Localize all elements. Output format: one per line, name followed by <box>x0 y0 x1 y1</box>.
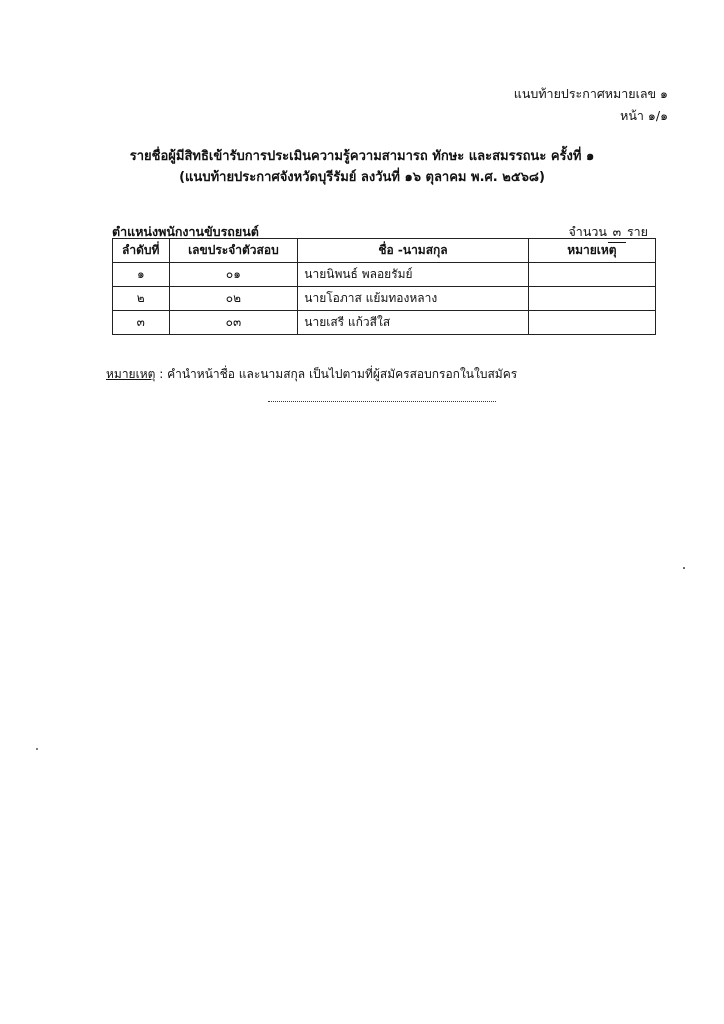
remark-label: หมายเหตุ <box>106 367 156 381</box>
count-suffix: ราย <box>626 224 648 239</box>
table-header-row <box>113 239 656 263</box>
column-header-name: ชื่อ -นามสกุล <box>298 239 529 263</box>
column-header-exam-id: เลขประจำตัวสอบ <box>169 239 298 263</box>
cell-note <box>528 287 655 311</box>
page-number: หน้า ๑/๑ <box>620 108 668 123</box>
cell-seq: ๓ <box>113 311 170 335</box>
document-subtitle: (แนบท้ายประกาศจังหวัดบุรีรัมย์ ลงวันที่ ๑๖ ตุลาคม พ.ศ. ๒๕๖๘) <box>179 170 545 185</box>
candidate-table <box>112 238 656 335</box>
scan-speck <box>683 567 685 569</box>
count-prefix: จำนวน <box>568 224 607 239</box>
table-row <box>113 311 656 335</box>
cell-seq: ๒ <box>113 287 170 311</box>
column-header-seq: ลำดับที่ <box>113 239 170 263</box>
cell-name: นายเสรี แก้วสีใส <box>298 311 529 335</box>
cell-exam-id: ๐๓ <box>169 311 298 335</box>
cell-note <box>528 311 655 335</box>
scan-speck <box>36 748 38 750</box>
remark-note <box>106 365 517 384</box>
cell-exam-id: ๐๒ <box>169 287 298 311</box>
table-row <box>113 287 656 311</box>
table-row <box>113 263 656 287</box>
annex-reference: แนบท้ายประกาศหมายเลข ๑ <box>513 86 668 101</box>
cell-seq: ๑ <box>113 263 170 287</box>
column-header-note: หมายเหตุ <box>528 239 655 263</box>
remark-text: : คำนำหน้าชื่อ และนามสกุล เป็นไปตามที่ผู้สมัครสอบกรอกในใบสมัคร <box>155 367 518 381</box>
dotted-end-line <box>268 401 496 402</box>
position-title: ตำแหน่งพนักงานขับรถยนต์ <box>112 224 259 239</box>
cell-note <box>528 263 655 287</box>
cell-name: นายนิพนธ์ พลอยรัมย์ <box>298 263 529 287</box>
cell-exam-id: ๐๑ <box>169 263 298 287</box>
cell-name: นายโอภาส แย้มทองหลาง <box>298 287 529 311</box>
count-value: ๓ <box>608 222 626 243</box>
document-title: รายชื่อผู้มีสิทธิเข้ารับการประเมินความรู้ความสามารถ ทักษะ และสมรรถนะ ครั้งที่ ๑ <box>129 149 595 164</box>
